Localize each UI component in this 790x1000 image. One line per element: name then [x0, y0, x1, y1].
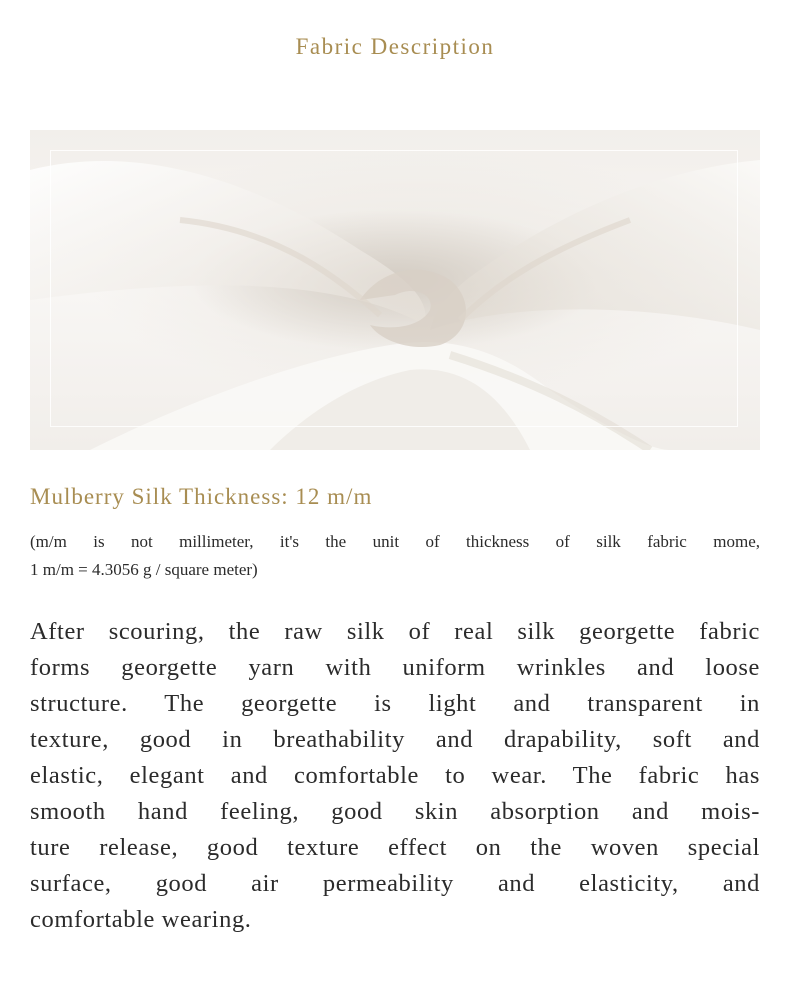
note-line: (m/m is not millimeter, it's the unit of thickness of silk fabric mome, — [30, 532, 760, 551]
paragraph-line: comfortable wearing. — [30, 906, 252, 933]
fabric-description-paragraph — [30, 614, 760, 938]
paragraph-line: forms georgette yarn with uniform wrinkles and loose — [30, 654, 760, 681]
paragraph-line: ture release, good texture effect on the woven special — [30, 834, 760, 861]
paragraph-line: After scouring, the raw silk of real silk georgette fabric — [30, 618, 760, 645]
paragraph-line: surface, good air permeability and elasticity, and — [30, 870, 760, 897]
photo-frame-border — [50, 150, 738, 427]
silk-fabric-photo — [30, 130, 760, 450]
paragraph-line: smooth hand feeling, good skin absorption and mois- — [30, 798, 760, 825]
section-title: Fabric Description — [295, 34, 495, 59]
thickness-heading: Mulberry Silk Thickness: 12 m/m — [30, 484, 373, 509]
note-line: 1 m/m = 4.3056 g / square meter) — [30, 560, 258, 579]
paragraph-line: structure. The georgette is light and transparent in — [30, 690, 760, 717]
paragraph-line: elastic, elegant and comfortable to wear. The fabric has — [30, 762, 760, 789]
paragraph-line: texture, good in breathability and drapability, soft and — [30, 726, 760, 753]
thickness-note — [30, 528, 760, 584]
